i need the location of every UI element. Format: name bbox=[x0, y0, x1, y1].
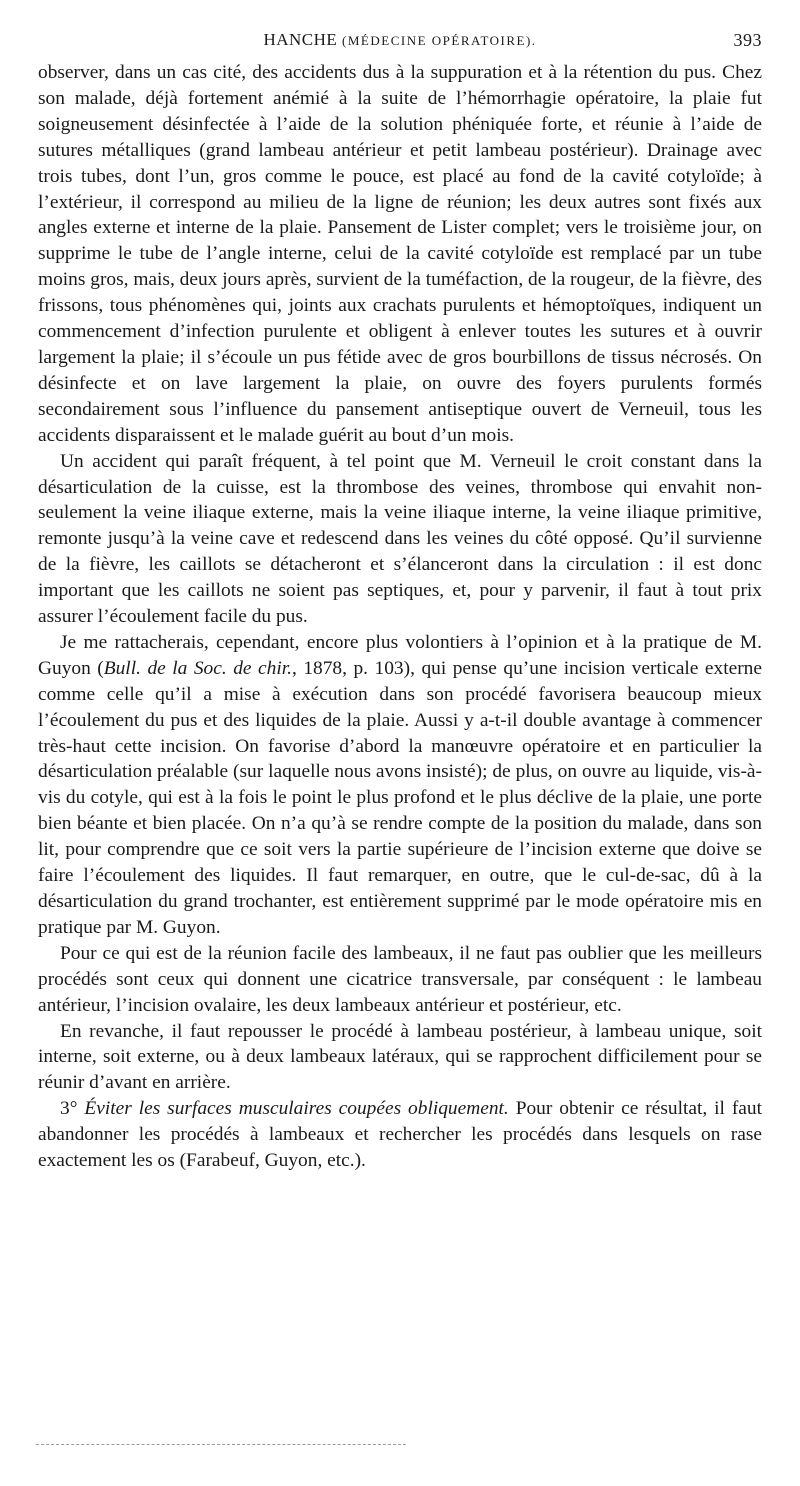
footer-rule bbox=[36, 1444, 406, 1445]
running-head bbox=[38, 30, 762, 52]
citation: Bull. de la Soc. de chir. bbox=[103, 657, 292, 679]
paragraph-6 bbox=[38, 1096, 762, 1174]
paragraph-3 bbox=[38, 630, 762, 941]
paragraph-3-intro: Je me rattacherais, cependant, encore plus volontiers à l’opinion et à la pratique de M. Guyon ( bbox=[38, 631, 762, 679]
paragraph-6-body: Pour obtenir ce résultat, il faut abandonner les procédés à lambeaux et rechercher les procédés dans lesquels on rase exactement les os (Farabeuf, Guyon, etc.). bbox=[38, 1098, 762, 1172]
section-heading: Éviter les surfaces musculaires coupées obliquement. bbox=[84, 1098, 509, 1120]
running-title bbox=[38, 30, 762, 50]
paragraph-5: En revanche, il faut repousser le procédé à lambeau postérieur, à lambeau unique, soit interne, soit externe, ou à deux lambeaux latéraux, qui se rapprochent difficilement pour se réunir d’avant en arrière. bbox=[38, 1020, 762, 1094]
body-text bbox=[38, 60, 762, 1174]
document-page bbox=[38, 30, 762, 1174]
section-number: 3° bbox=[60, 1098, 78, 1120]
page-number: 393 bbox=[733, 30, 762, 50]
paragraph-4: Pour ce qui est de la réunion facile des lambeaux, il ne faut pas oublier que les meilleurs procédés sont ceux qui donnent une cicatrice transversale, par conséquent : le lambeau antérieur, l’incision ovalaire, les deux lambeaux antérieur et postérieur, etc. bbox=[38, 942, 762, 1016]
paragraph-2: Un accident qui paraît fréquent, à tel point que M. Verneuil le croit constant dans la désarticulation de la cuisse, est la thrombose des veines, thrombose qui envahit non-seulement la veine iliaque externe, mais la veine iliaque interne, la veine iliaque primitive, remonte jusqu’à la veine cave et redescend dans les veines du côté opposé. Qu’il survienne de la fièvre, les caillots se détacheront et s’élanceront dans la circulation : il est donc important que les caillots ne soient pas septiques, et, pour y parvenir, il faut à tout prix assurer l’écoulement facile du pus. bbox=[38, 450, 762, 628]
running-title-sub: (MÉDECINE OPÉRATOIRE). bbox=[342, 33, 537, 48]
paragraph-1: observer, dans un cas cité, des accidents dus à la suppuration et à la rétention du pus. Chez son malade, déjà fortement anémié à la suite de l’hémorrhagie opératoire, la plaie fut soigneusement désinfectée à l’aide de la solution phéniquée forte, et réunie à l’aide de sutures métalliques (grand lambeau antérieur et petit lambeau postérieur). Drainage avec trois tubes, dont l’un, gros comme le pouce, est placé au fond de la cavité cotyloïde; à l’extérieur, il correspond au milieu de la ligne de réunion; les deux autres sont fixés aux angles externe et interne de la plaie. Pansement de Lister complet; vers le troisième jour, on supprime le tube de l’angle interne, celui de la cavité cotyloïde est remplacé par un tube moins gros, mais, deux jours après, survient de la tuméfaction, de la rougeur, de la fièvre, des frissons, tous phénomènes qui, joints aux crachats purulents et hémoptoïques, indiquent un commencement d’infection purulente et obligent à enlever toutes les sutures et à ouvrir largement la plaie; il s’écoule un pus fétide avec de gros bourbillons de tissus nécrosés. On désinfecte et on lave largement la plaie, on ouvre des foyers purulents formés secondairement sous l’influence du pansement antiseptique ouvert de Verneuil, tous les accidents disparaissent et le malade guérit au bout d’un mois. bbox=[38, 62, 763, 446]
paragraph-3-body: , 1878, p. 103), qui pense qu’une incision verticale externe comme celle qu’il a mise à exécution dans son procédé favorisera beaucoup mieux l’écoulement du pus et des liquides de la plaie. Aussi y a-t-il double avantage à commencer très-haut cette incision. On favorise d’abord la manœuvre opératoire et en particulier la désarticulation préalable (sur laquelle nous avons insisté); de plus, on ouvre au liquide, vis-à-vis du cotyle, qui est à la fois le point le plus profond et le plus déclive de la plaie, une porte bien béante et bien placée. On n’a qu’à se rendre compte de la position du malade, dans son lit, pour comprendre que ce soit vers la partie supérieure de l’incision externe que doive se faire l’écoulement des liquides. Il faut remarquer, en outre, que le cul-de-sac, dû à la désarticulation du grand trochanter, est entièrement supprimé par le mode opératoire mis en pratique par M. Guyon. bbox=[38, 657, 762, 938]
running-title-main: HANCHE bbox=[263, 30, 338, 49]
